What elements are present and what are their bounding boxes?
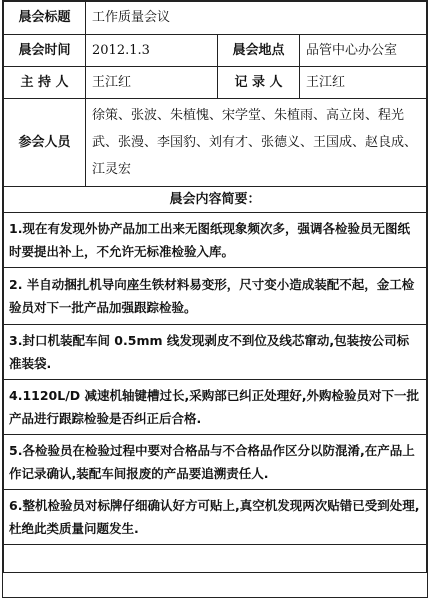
recorder-value: 王江红 <box>300 67 427 99</box>
title-row <box>4 2 427 35</box>
summary-item-5: 5.各检验员在检验过程中要对合格品与不合格品作区分以防混淆,在产品上作记录确认,装配车间报废的产品要追溯责任人. <box>4 435 427 490</box>
summary-item-row <box>4 380 427 435</box>
summary-item-row <box>4 325 427 380</box>
summary-item-1: 1.现在有发现外协产品加工出来无图纸现象频次多，强调各检验员无图纸时要提出补上，不允许无标准检验入库。 <box>4 213 427 268</box>
empty-cell <box>4 545 427 573</box>
meeting-title-label: 晨会标题 <box>4 2 86 35</box>
summary-item-row <box>4 490 427 545</box>
host-recorder-row <box>4 67 427 99</box>
host-value: 王江红 <box>86 67 218 99</box>
recorder-label: 记 录 人 <box>218 67 300 99</box>
attendees-row <box>4 99 427 187</box>
summary-item-row <box>4 268 427 325</box>
summary-title-row <box>4 187 427 213</box>
attendees-label: 参会人员 <box>4 99 86 187</box>
host-label: 主 持 人 <box>4 67 86 99</box>
time-value: 2012.1.3 <box>86 35 218 67</box>
meeting-minutes-form <box>2 0 428 598</box>
summary-item-6: 6.整机检验员对标牌仔细确认好方可贴上,真空机发现两次贴错已受到处理,杜绝此类质量问题发生. <box>4 490 427 545</box>
summary-item-2: 2. 半自动捆扎机导向座生铁材料易变形，尺寸变小造成装配不起，金工检验员对下一批产品加强跟踪检验。 <box>4 268 427 325</box>
summary-item-4: 4.1120L/D 减速机轴键槽过长,采购部已纠正处理好,外购检验员对下一批产品进行跟踪检验是否纠正后合格. <box>4 380 427 435</box>
summary-item-3: 3.封口机装配车间 0.5mm 线发现剥皮不到位及线芯窜动,包装按公司标准装袋. <box>4 325 427 380</box>
empty-row <box>4 545 427 573</box>
location-value: 品管中心办公室 <box>300 35 427 67</box>
time-label: 晨会时间 <box>4 35 86 67</box>
location-label: 晨会地点 <box>218 35 300 67</box>
summary-item-row <box>4 213 427 268</box>
minutes-table <box>3 1 427 573</box>
summary-item-row <box>4 435 427 490</box>
time-location-row <box>4 35 427 67</box>
meeting-title-value: 工作质量会议 <box>86 2 427 35</box>
attendees-value: 徐策、张波、朱植愧、宋学堂、朱植雨、高立岗、程光武、张漫、李国豹、刘有才、张德义、王国成、赵良成、江灵宏 <box>86 99 427 187</box>
summary-title: 晨会内容简要： <box>4 187 427 213</box>
